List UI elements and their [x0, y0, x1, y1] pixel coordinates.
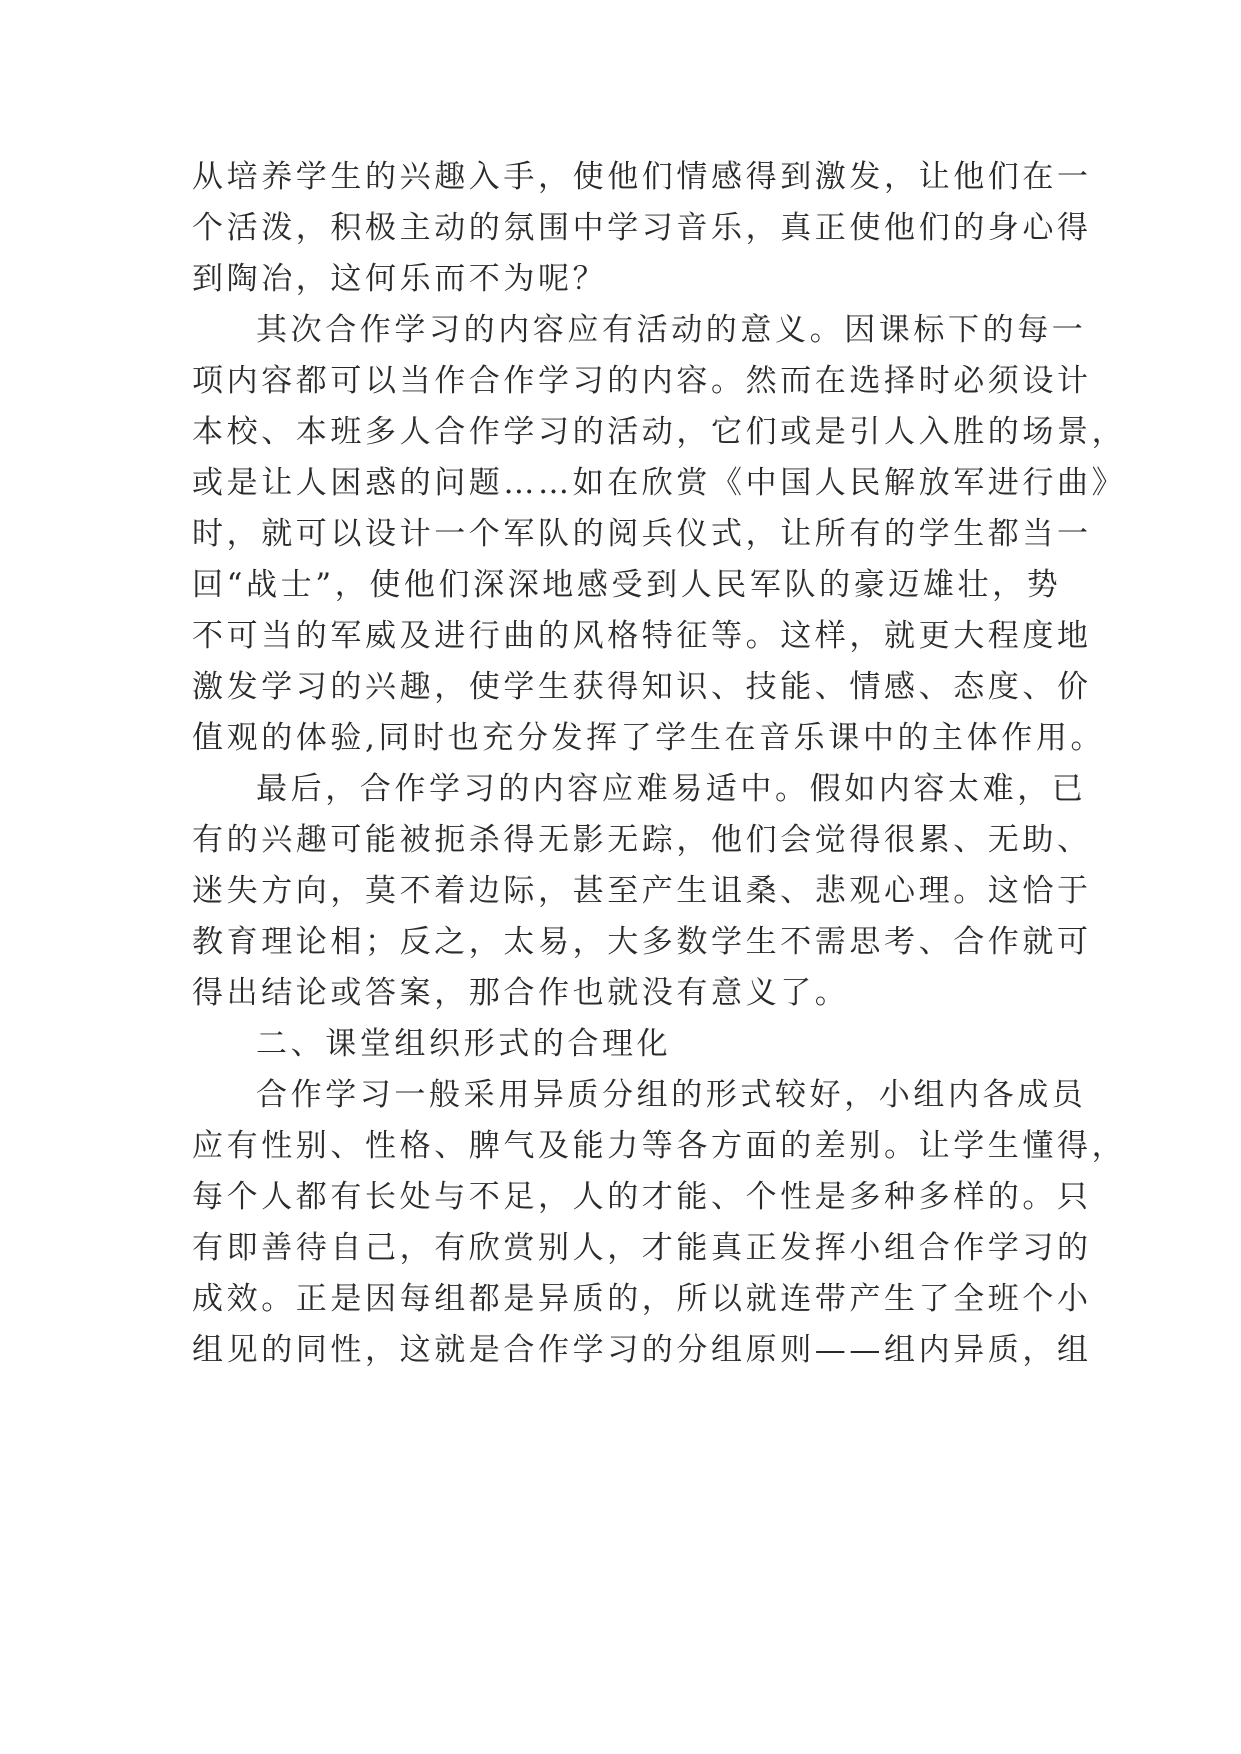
- text-line: 成效。正是因每组都是异质的，所以就连带产生了全班个小: [192, 1281, 1092, 1317]
- text-line: 得出结论或答案，那合作也就没有意义了。: [192, 975, 850, 1011]
- text-line: 本校、本班多人合作学习的活动，它们或是引人入胜的场景，: [192, 414, 1127, 450]
- text-line: 回“战士”，使他们深深地感受到人民军队的豪迈雄壮，势: [192, 567, 1062, 603]
- paragraph-first-line: 二、课堂组织形式的合理化: [256, 1026, 672, 1062]
- text-line: 从培养学生的兴趣入手，使他们情感得到激发，让他们在一: [192, 159, 1092, 195]
- text-line: 激发学习的兴趣，使学生获得知识、技能、情感、态度、价: [192, 669, 1092, 705]
- text-line: 组见的同性，这就是合作学习的分组原则——组内异质，组: [192, 1332, 1092, 1368]
- paragraph-first-line: 合作学习一般采用异质分组的形式较好，小组内各成员: [256, 1077, 1087, 1113]
- text-line: 到陶冶，这何乐而不为呢？: [192, 261, 608, 297]
- text-line: 不可当的军威及进行曲的风格特征等。这样，就更大程度地: [192, 618, 1092, 654]
- paragraph-first-line: 其次合作学习的内容应有活动的意义。因课标下的每一: [256, 312, 1087, 348]
- paragraph-first-line: 最后，合作学习的内容应难易适中。假如内容太难，已: [256, 771, 1087, 807]
- text-line: 教育理论相；反之，太易，大多数学生不需思考、合作就可: [192, 924, 1092, 960]
- text-line: 有即善待自己，有欣赏别人，才能真正发挥小组合作学习的: [192, 1230, 1092, 1266]
- text-line: 应有性别、性格、脾气及能力等各方面的差别。让学生懂得，: [192, 1128, 1127, 1164]
- text-line: 迷失方向，莫不着边际，甚至产生诅桑、悲观心理。这恰于: [192, 873, 1092, 909]
- text-line: 每个人都有长处与不足，人的才能、个性是多种多样的。只: [192, 1179, 1092, 1215]
- document-body: [192, 152, 1127, 1376]
- text-line: 有的兴趣可能被扼杀得无影无踪，他们会觉得很累、无助、: [192, 822, 1092, 858]
- text-line: 或是让人困惑的问题……如在欣赏《中国人民解放军进行曲》: [192, 465, 1127, 501]
- text-line: 个活泼，积极主动的氛围中学习音乐，真正使他们的身心得: [192, 210, 1092, 246]
- text-line: 时，就可以设计一个军队的阅兵仪式，让所有的学生都当一: [192, 516, 1092, 552]
- text-line: 项内容都可以当作合作学习的内容。然而在选择时必须设计: [192, 363, 1092, 399]
- text-line: 值观的体验,同时也充分发挥了学生在音乐课中的主体作用。: [192, 720, 1106, 756]
